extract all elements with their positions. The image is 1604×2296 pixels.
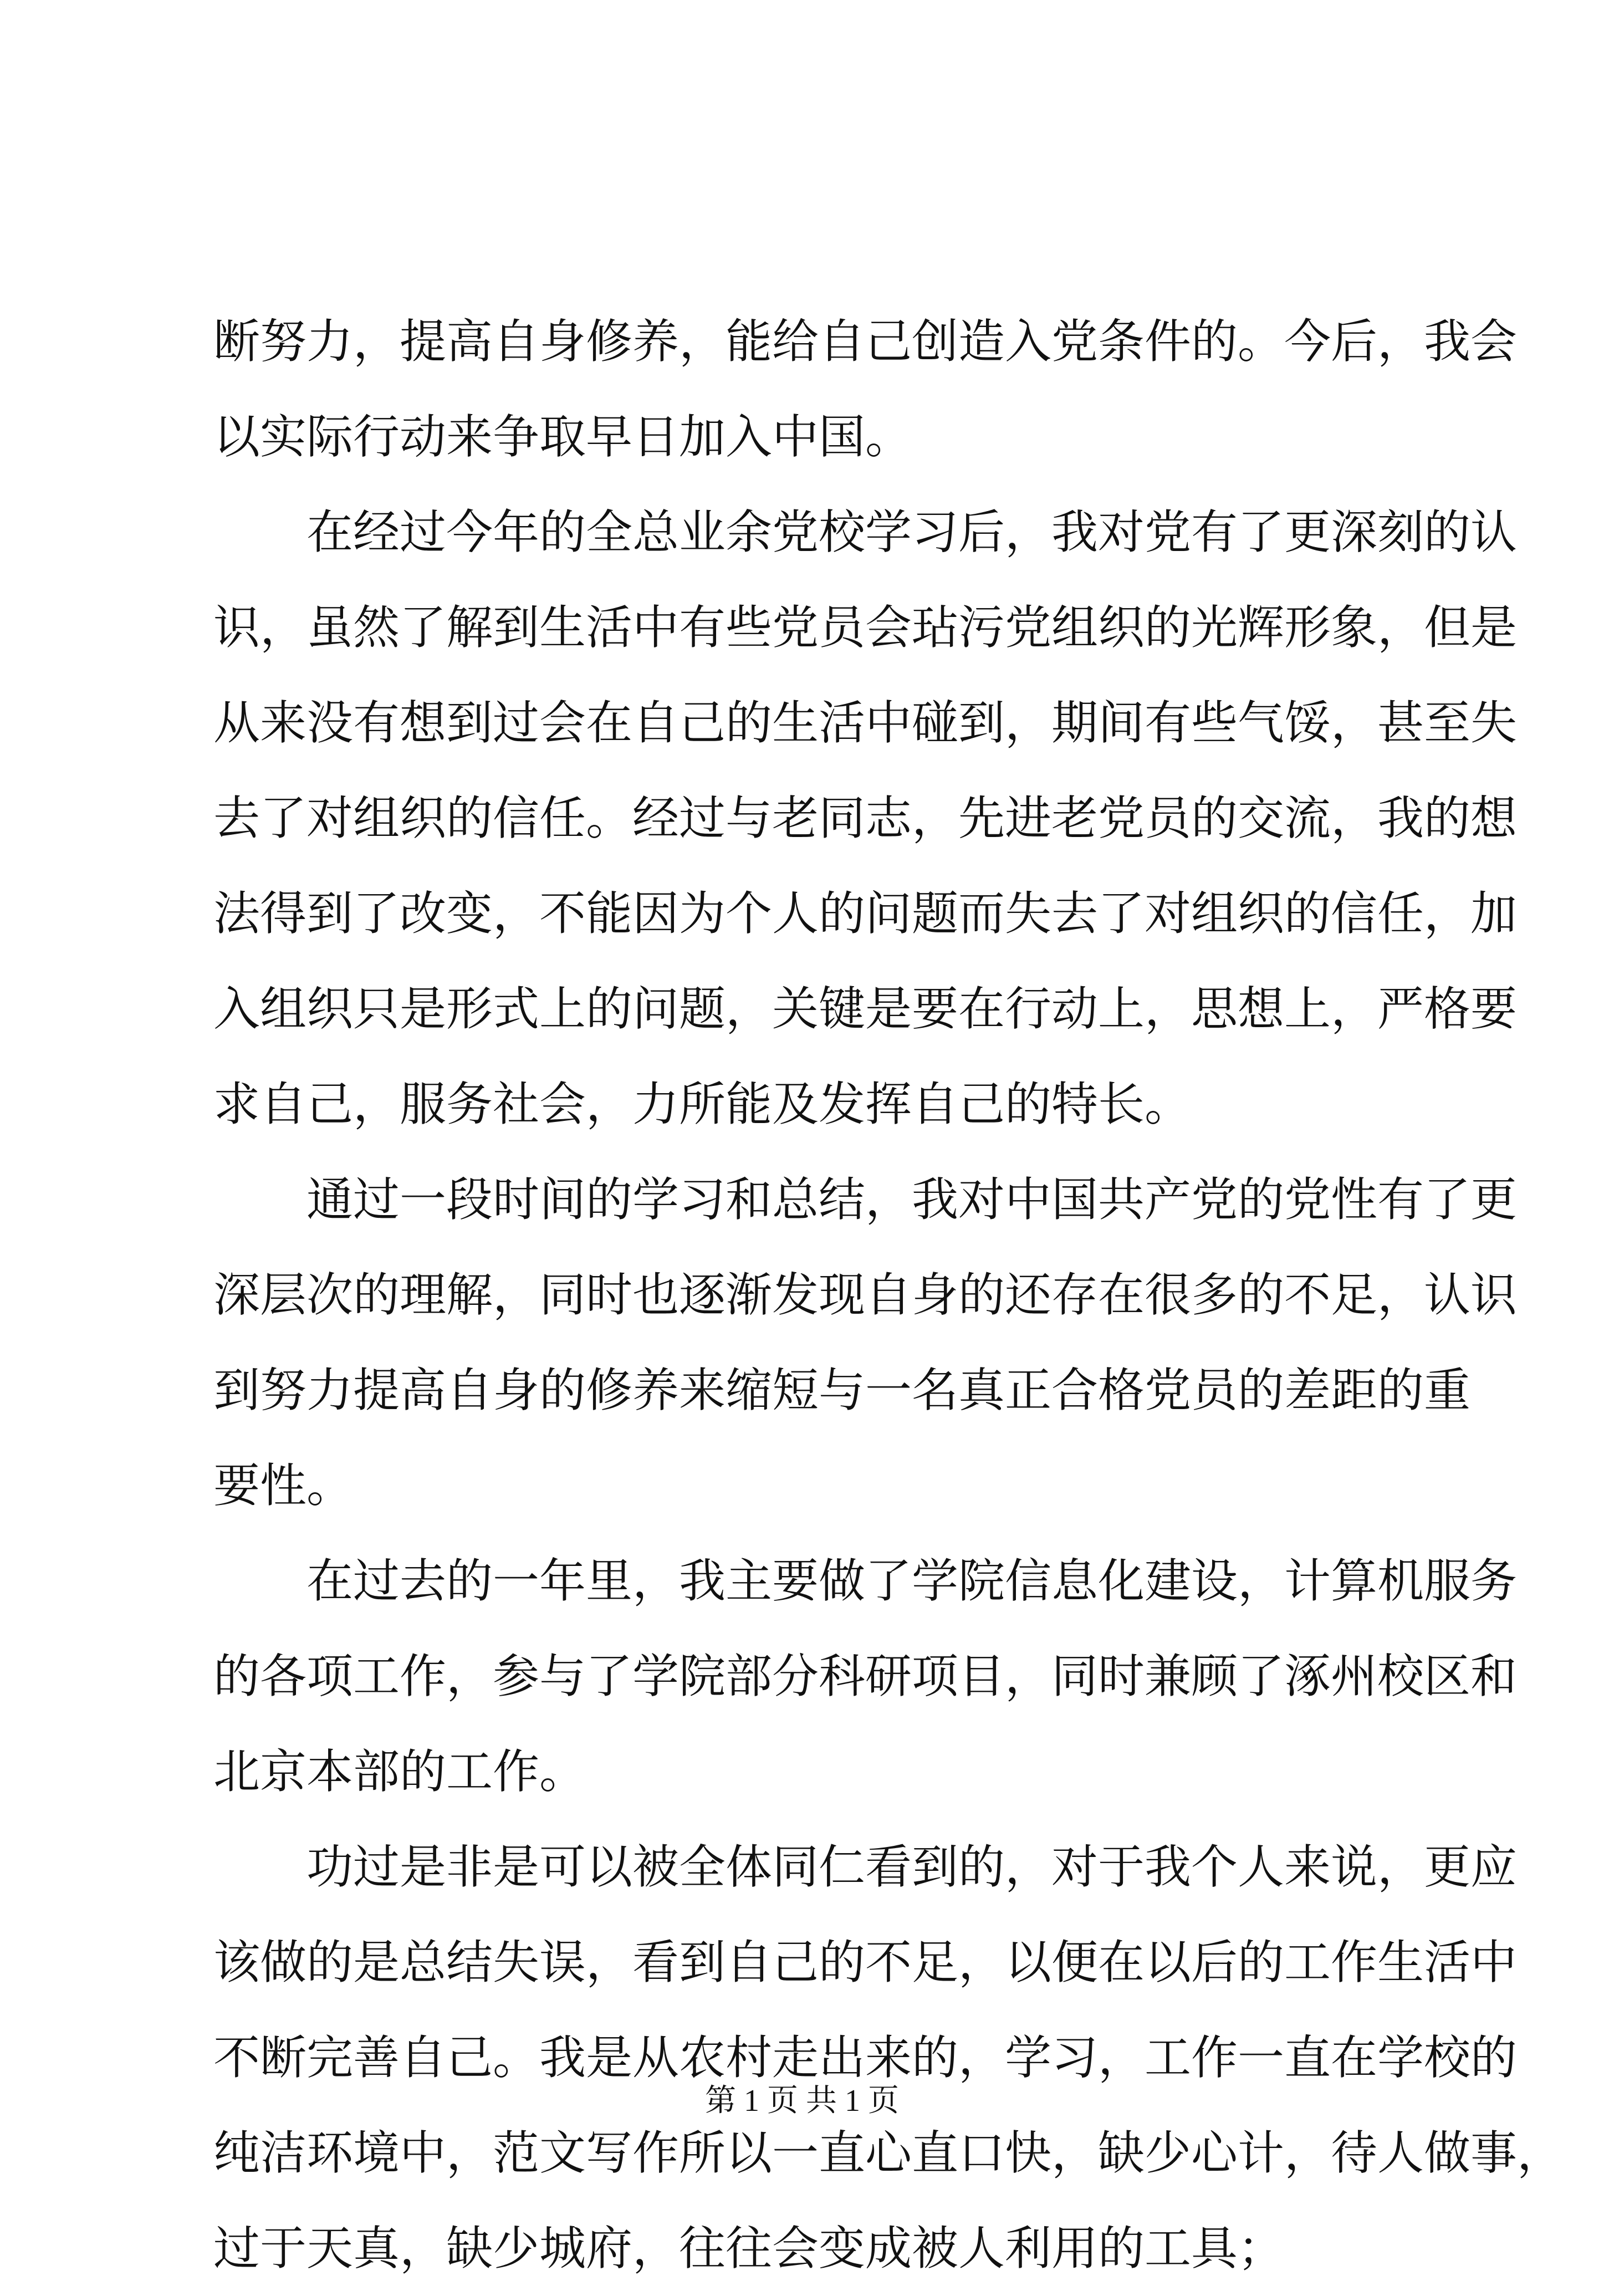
- text-line: 求自己，服务社会，力所能及发挥自己的特长。: [213, 1077, 1192, 1131]
- text-line: 断努力，提高自身修养，能给自己创造入党条件的。今后，我会: [213, 314, 1518, 369]
- text-line: 到努力提高自身的修养来缩短与一名真正合格党员的差距的重: [213, 1363, 1471, 1417]
- text-line: 过于天真，缺少城府，往往会变成被人利用的工具；: [213, 2221, 1285, 2275]
- text-line: 识，虽然了解到生活中有些党员会玷污党组织的光辉形象，但是: [213, 600, 1518, 655]
- paragraph-first-line: 通过一段时间的学习和总结，我对中国共产党的党性有了更: [307, 1172, 1518, 1227]
- document-body: [213, 294, 1564, 2296]
- text-line: 的各项工作，参与了学院部分科研项目，同时兼顾了涿州校区和: [213, 1649, 1518, 1703]
- paragraph-first-line: 在过去的一年里，我主要做了学院信息化建设，计算机服务: [307, 1554, 1518, 1608]
- text-line: 入组织只是形式上的问题，关键是要在行动上，思想上，严格要: [213, 982, 1518, 1036]
- text-line: 纯洁环境中，范文写作所以一直心直口快，缺少心计，待人做事，: [213, 2126, 1564, 2180]
- text-line: 去了对组织的信任。经过与老同志，先进老党员的交流，我的想: [213, 791, 1518, 845]
- page-number-footer: 第 1 页 共 1 页: [705, 2084, 899, 2118]
- text-line: 从来没有想到过会在自己的生活中碰到，期间有些气馁，甚至失: [213, 696, 1518, 750]
- text-line: 法得到了改变，不能因为个人的问题而失去了对组织的信任，加: [213, 886, 1518, 941]
- paragraph-first-line: 功过是非是可以被全体同仁看到的，对于我个人来说，更应: [307, 1840, 1518, 1894]
- text-line: 该做的是总结失误，看到自己的不足，以便在以后的工作生活中: [213, 1935, 1518, 1989]
- paragraph-first-line: 在经过今年的全总业余党校学习后，我对党有了更深刻的认: [307, 505, 1518, 559]
- text-line: 深层次的理解，同时也逐渐发现自身的还存在很多的不足，认识: [213, 1268, 1518, 1322]
- text-line: 不断完善自己。我是从农村走出来的，学习，工作一直在学校的: [213, 2030, 1518, 2085]
- text-line: 北京本部的工作。: [213, 1744, 586, 1799]
- text-line: 要性。: [213, 1458, 354, 1513]
- text-line: 以实际行动来争取早日加入中国。: [213, 410, 912, 464]
